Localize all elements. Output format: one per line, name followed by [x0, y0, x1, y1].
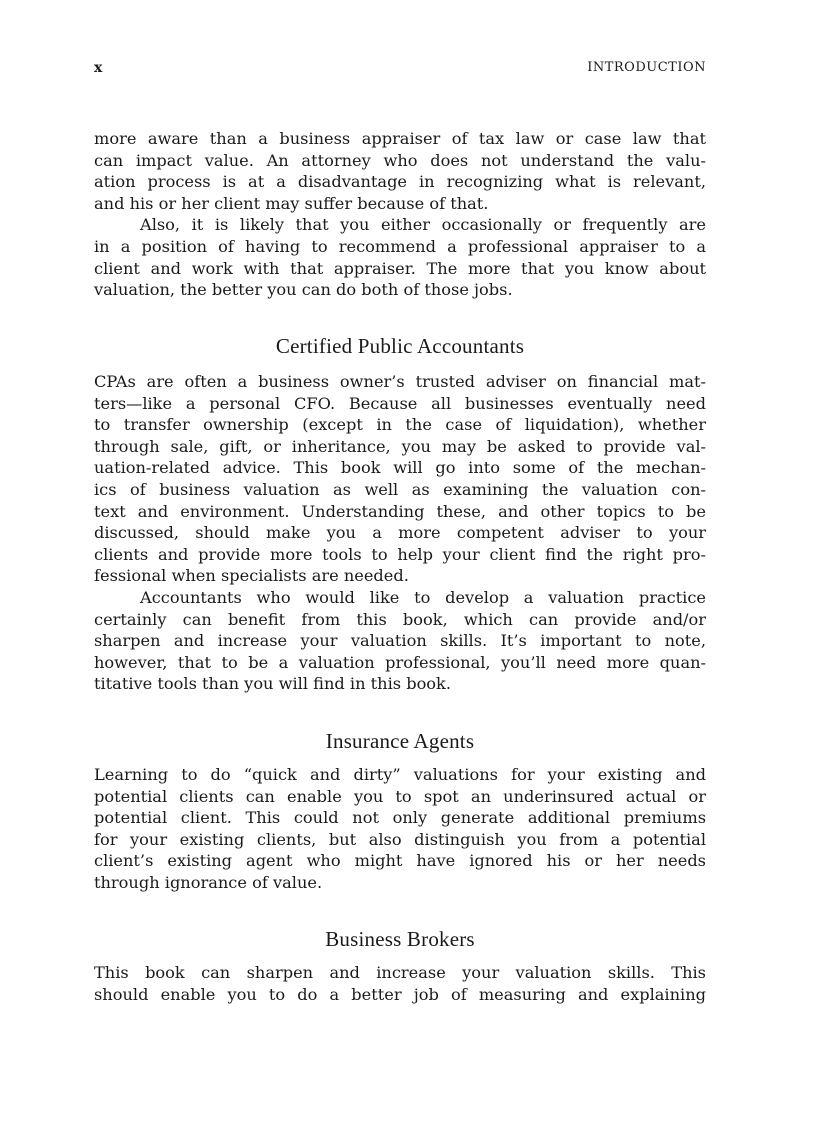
running-header: INTRODUCTION [587, 60, 706, 75]
text-line: uation-related advice. This book will go into some of the mechan- [94, 458, 706, 478]
text-line: through sale, gift, or inheritance, you may be asked to provide val- [94, 436, 706, 456]
text-line: clients and provide more tools to help your client find the right pro- [94, 544, 706, 564]
text-line: This book can sharpen and increase your valuation skills. This [94, 963, 706, 982]
text-line: however, that to be a valuation professional, you’ll need more quan- [94, 652, 706, 672]
text-line: client’s existing agent who might have ignored his or her needs [94, 851, 706, 871]
text-line: ation process is at a disadvantage in recognizing what is relevant, [94, 172, 706, 192]
text-line: and his or her client may suffer because of that. [94, 193, 489, 213]
text-line: potential client. This could not only generate additional premiums [94, 808, 706, 828]
text-line: sharpen and increase your valuation skills. It’s important to note, [94, 631, 706, 651]
text-line: more aware than a business appraiser of tax law or case law that [94, 129, 706, 148]
text-line: potential clients can enable you to spot an underinsured actual or [94, 786, 706, 806]
text-line: ters—like a personal CFO. Because all businesses eventually need [94, 393, 706, 413]
text-line: titative tools than you will find in this book. [94, 674, 452, 694]
text-line: text and environment. Understanding these, and other topics to be [94, 501, 706, 521]
text-line: Also, it is likely that you either occasionally or frequently are [140, 215, 706, 235]
text-line: fessional when specialists are needed. [94, 566, 409, 586]
text-line: discussed, should make you a more competent adviser to your [94, 523, 706, 543]
text-line: valuation, the better you can do both of those jobs. [94, 280, 513, 300]
text-line: should enable you to do a better job of measuring and explaining [94, 984, 706, 1004]
brokers-paragraphs [94, 962, 706, 1005]
section-heading-cpa: Certified Public Accountants [275, 334, 525, 358]
cpa-paragraphs [94, 371, 706, 695]
insurance-paragraphs [94, 764, 706, 894]
text-line: CPAs are often a business owner’s trusted adviser on financial mat- [94, 372, 706, 391]
text-line: can impact value. An attorney who does not understand the valu- [94, 150, 706, 170]
text-line: ics of business valuation as well as examining the valuation con- [94, 479, 706, 499]
section-heading-brokers: Business Brokers [325, 927, 475, 951]
section-heading-insurance: Insurance Agents [325, 729, 475, 753]
text-line: through ignorance of value. [94, 872, 323, 892]
text-line: Learning to do “quick and dirty” valuations for your existing and [94, 765, 706, 784]
page-number: x [94, 60, 103, 76]
text-line: to transfer ownership (except in the case of liquidation), whether [94, 415, 706, 435]
text-line: for your existing clients, but also distinguish you from a potential [94, 829, 706, 849]
text-line: certainly can benefit from this book, which can provide and/or [94, 609, 706, 629]
text-line: client and work with that appraiser. The more that you know about [94, 258, 706, 278]
text-line: in a position of having to recommend a professional appraiser to a [94, 236, 706, 256]
text-line: Accountants who would like to develop a valuation practice [140, 587, 706, 607]
intro-paragraphs [94, 128, 706, 301]
